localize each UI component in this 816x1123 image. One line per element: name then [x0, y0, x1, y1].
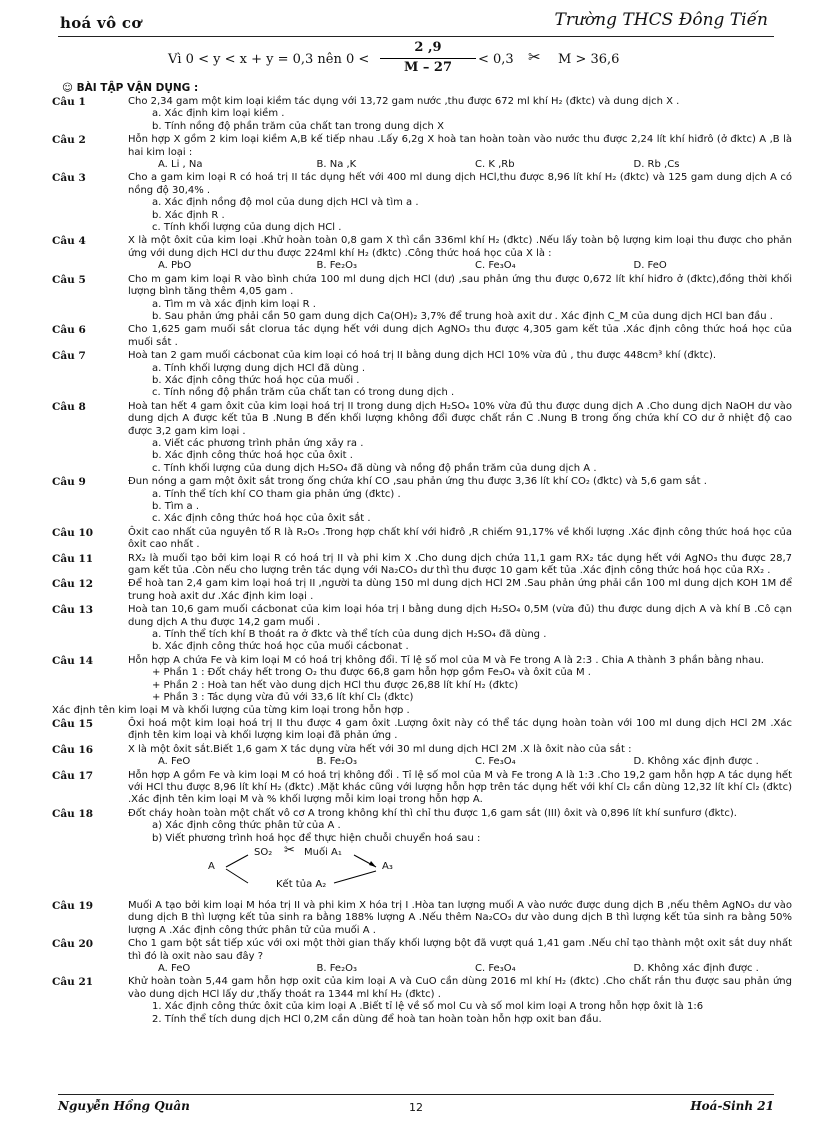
sub-question: + Phần 2 : Hoà tan hết vào dung dịch HCl thu được 26,88 lít khí H₂ (đktc): [152, 679, 519, 691]
question-label: Câu 14: [52, 654, 94, 667]
formula-prefix: Vì 0 < y < x + y = 0,3 nên 0 <: [168, 52, 370, 67]
question-text: Ôxit cao nhất của nguyên tố R là R₂O₅ .Trong hợp chất khí với hiđrô ,R chiếm 91,17% về khối lượng .Xác định công thức hoá học của ôxit cao nhất .: [128, 526, 792, 551]
question-item: [52, 553, 792, 578]
question-item: [52, 770, 792, 807]
question-label: Câu 2: [52, 134, 86, 147]
answer-options: [128, 260, 792, 272]
answer-option: D. Rb ,Cs: [633, 159, 680, 171]
question-item: [52, 476, 792, 526]
question-label: Câu 8: [52, 400, 86, 413]
scheme-salt: Muối A₁: [304, 846, 342, 858]
fraction-numerator: 2 ,9: [414, 40, 442, 55]
sub-question: a. Xác định nồng độ mol của dung dịch HCl và tìm a .: [152, 197, 419, 209]
sub-question: a. Viết các phương trình phản ứng xảy ra .: [152, 437, 364, 449]
question-label: Câu 3: [52, 172, 86, 185]
question-text: Muối A tạo bởi kim loại M hóa trị II và phi kim X hóa trị I .Hòa tan lượng muối A vào nước được dung dịch B ,nếu thêm AgNO₃ dư vào dung dịch B thì lượng kết tủa sinh ra bằng 188% lượng A .Nếu thêm Na₂CO₃ dư vào dung dịch B thì lượng kết tủa sinh ra bằng 50% lượng A .Xác định công thức phân tử của muối A .: [128, 899, 792, 936]
question-label: Câu 9: [52, 476, 86, 489]
question-text: Cho a gam kim loại R có hoá trị II tác dụng hết với 400 ml dung dịch HCl,thu được 8,96 lít khí H₂ (đktc) và 125 gam dung dịch A có nồng độ 30,4% .: [128, 172, 792, 196]
question-text: Đốt cháy hoàn toàn một chất vô cơ A trong không khí thì chỉ thu được 1,6 gam sắt (III) ôxit và 0,896 lít khí sunfurơ (đktc).: [128, 807, 737, 819]
question-text: Hỗn hợp A gồm Fe và kim loại M có hoá trị không đổi . Tỉ lệ số mol của M và Fe trong A là 1:3 .Cho 19,2 gam hỗn hợp A tác dụng hết với HCl thu được 8,96 lít khí H₂ (đktc) .Mặt khác cũng với lượng hỗn hợp trên tác dụng hết với khí Cl₂ cần dùng 12,32 lít khí Cl₂ (đktc) .Xác định tên kim loại M và % khối lượng mỗi kim loại trong hỗn hợp A.: [128, 769, 792, 806]
sub-question: a. Tìm m và xác định kim loại R .: [152, 298, 316, 310]
answer-option: C. Fe₃O₄: [475, 260, 516, 272]
sub-question: b. Sau phản ứng phải cần 50 gam dung dịch Ca(OH)₂ 3,7% để trung hoà axit dư . Xác định C_M của dung dịch HCl ban đầu .: [152, 310, 773, 322]
answer-option: A. FeO: [158, 963, 191, 974]
answer-option: C. K ,Rb: [475, 159, 515, 171]
question-text: Cho 2,34 gam một kim loại kiềm tác dụng với 13,72 gam nước ,thu được 672 ml khí H₂ (đktc) và dung dịch X .: [128, 96, 680, 107]
answer-option: D. Không xác định được .: [633, 963, 759, 974]
answer-option: B. Na ,K: [316, 159, 357, 171]
scheme-so2: SO₂: [254, 846, 273, 858]
scheme-a3: A₃: [382, 860, 393, 872]
question-label: Câu 16: [52, 743, 94, 756]
question-text: Cho 1,625 gam muối sắt clorua tác dụng hết với dung dịch AgNO₃ thu được 4,305 gam kết tủa .Xác định công thức hoá học của muối sắt .: [128, 324, 792, 348]
question-label: Câu 6: [52, 324, 86, 337]
sub-question: b) Viết phương trình hoá học để thực hiện chuỗi chuyển hoá sau :: [152, 832, 481, 844]
question-item: [52, 744, 792, 769]
section-title: [62, 82, 198, 94]
question-label: Câu 5: [52, 273, 86, 286]
sub-question: c. Tính nồng độ phần trăm của chất tan có trong dung dịch .: [152, 387, 455, 399]
question-item: [52, 401, 792, 475]
footer-author: Nguyễn Hồng Quân: [58, 1099, 190, 1113]
answer-option: A. PbO: [158, 260, 192, 272]
question-text: Hoà tan 2 gam muối cácbonat của kim loại có hoá trị II bằng dung dịch HCl 10% vừa đủ , thu được 448cm³ khí (đktc).: [128, 350, 717, 362]
answer-options: [128, 963, 792, 975]
question-item: [52, 976, 792, 1026]
question-item: [52, 655, 792, 717]
question-label: Câu 4: [52, 235, 86, 248]
answer-option: A. Li , Na: [158, 159, 203, 171]
sub-question: + Phần 1 : Đốt cháy hết trong O₂ thu được 66,8 gam hỗn hợp gồm Fe₃O₄ và ôxit của M .: [152, 667, 591, 679]
answer-option: C. Fe₃O₄: [475, 963, 516, 974]
question-note: Xác định tên kim loại M và khối lượng của từng kim loại trong hỗn hợp .: [52, 704, 410, 716]
answer-options: [128, 159, 792, 171]
question-item: [52, 324, 792, 349]
page-footer: [58, 1094, 774, 1115]
question-label: Câu 1: [52, 96, 86, 108]
question-item: [52, 350, 792, 400]
sub-question: b. Xác định công thức hoá học của muối cácbonat .: [152, 641, 409, 653]
question-text: X là một ôxit sắt.Biết 1,6 gam X tác dụng vừa hết với 30 ml dung dịch HCl 2M .X là ôxit nào của sắt :: [128, 743, 632, 755]
sub-question: a. Tính thể tích khí B thoát ra ở đktc và thể tích của dung dịch H₂SO₄ đã dùng .: [152, 629, 547, 641]
question-text: Để hoà tan 2,4 gam kim loại hoá trị II ,người ta dùng 150 ml dung dịch HCl 2M .Sau phản ứng phải cần 100 ml dung dịch KOH 1M để trung hoà axit dư .Xác định kim loại .: [128, 578, 792, 602]
question-text: Cho m gam kim loại R vào bình chứa 100 ml dung dịch HCl (dư) ,sau phản ứng thu được 0,672 lít khí hiđro ở (đktc),đồng thời khối lượng bình tăng thêm 4,05 gam .: [128, 273, 792, 298]
answer-option: C. Fe₃O₄: [475, 756, 516, 768]
sub-question: b. Tìm a .: [152, 501, 199, 512]
scheme-precipitate: Kết tủa A₂: [276, 878, 327, 890]
header-subject: hoá vô cơ: [60, 14, 142, 32]
answer-option: B. Fe₂O₃: [316, 756, 357, 768]
question-label: Câu 18: [52, 807, 94, 820]
question-item: [52, 604, 792, 654]
question-text: Hỗn hợp X gồm 2 kim loại kiềm A,B kế tiếp nhau .Lấy 6,2g X hoà tan hoàn toàn vào nước thu được 2,24 lít khí hiđrô (ở đktc) A ,B là hai kim loại :: [128, 134, 792, 158]
question-item: [52, 172, 792, 234]
question-text: RX₂ là muối tạo bởi kim loại R có hoá trị II và phi kim X .Cho dung dịch chứa 11,1 gam RX₂ tác dụng hết với AgNO₃ thu được 28,7 gam kết tủa .Còn nếu cho lượng trên tác dụng với Na₂CO₃ dư thì thu được 10 gam kết tủa .Xác định công thức hoá học của RX₂ .: [128, 552, 792, 577]
sub-question: b. Xác định R .: [152, 209, 225, 221]
answer-option: D. FeO: [633, 260, 667, 272]
question-item: [52, 578, 792, 603]
question-label: Câu 15: [52, 717, 94, 730]
question-label: Câu 17: [52, 769, 94, 782]
page-header: [58, 10, 774, 37]
question-text: Khử hoàn toàn 5,44 gam hỗn hợp oxit của kim loại A và CuO cần dùng 2016 ml khí H₂ (đktc) .Cho chất rắn thu được sau phản ứng vào dung dịch HCl lấy dư ,thấy thoát ra 1344 ml khí H₂ (đktc) .: [128, 976, 792, 1000]
question-label: Câu 11: [52, 552, 94, 565]
sub-question: + Phần 3 : Tác dụng vừa đủ với 33,6 lít khí Cl₂ (đktc): [152, 692, 414, 704]
header-school: Trường THCS Đông Tiến: [554, 10, 768, 30]
question-item: [52, 808, 792, 899]
star-bullet-icon: ☺: [62, 82, 77, 94]
question-item: [52, 900, 792, 937]
sub-question: b. Xác định công thức hoá học của muối .: [152, 374, 360, 386]
fraction-bar: [380, 58, 476, 59]
question-item: [52, 235, 792, 272]
question-item: [52, 96, 792, 133]
sub-question: b. Tính nồng độ phần trăm của chất tan trong dung dịch X: [152, 120, 444, 132]
question-list: [52, 96, 792, 1027]
question-label: Câu 20: [52, 938, 94, 951]
sub-question: b. Xác định công thức hoá học của ôxit .: [152, 450, 353, 462]
question-text: Đun nóng a gam một ôxit sắt trong ống chứa khí CO ,sau phản ứng thu được 3,36 lít khí CO₂ (đktc) và 5,6 gam sắt .: [128, 476, 707, 488]
question-item: [52, 274, 792, 324]
sub-question: a. Xác định kim loại kiềm .: [152, 108, 285, 120]
sub-question: a. Tính khối lượng dung dịch HCl đã dùng .: [152, 362, 366, 374]
scissors-icon: ✂: [528, 48, 541, 66]
section-title-text: BÀI TẬP VẬN DỤNG :: [76, 82, 199, 94]
conversion-scheme: [204, 842, 792, 899]
scheme-a: A: [208, 860, 215, 872]
question-text: Hỗn hợp A chứa Fe và kim loại M có hoá trị không đổi. Tỉ lệ số mol của M và Fe trong A là 2:3 . Chia A thành 3 phần bằng nhau.: [128, 654, 764, 666]
answer-option: A. FeO: [158, 756, 191, 768]
sub-question: 1. Xác định công thức ôxit của kim loại A .Biết tỉ lệ về số mol Cu và số mol kim loại A trong hỗn hợp ôxit là 1:6: [152, 1001, 704, 1013]
question-label: Câu 12: [52, 578, 94, 591]
question-item: [52, 527, 792, 552]
question-item: [52, 938, 792, 975]
question-label: Câu 7: [52, 350, 86, 363]
question-text: Ôxi hoá một kim loại hoá trị II thu được 4 gam ôxit .Lượng ôxit này có thể tác dụng hoàn toàn với 100 ml dung dịch HCl 2M .Xác định tên kim loại và khối lượng kim loại đã phản ứng .: [128, 717, 792, 742]
answer-option: D. Không xác định được .: [633, 756, 759, 768]
answer-option: B. Fe₂O₃: [316, 963, 357, 974]
sub-question: a) Xác định công thức phân tử của A .: [152, 820, 341, 832]
question-item: [52, 134, 792, 171]
question-label: Câu 13: [52, 604, 94, 617]
page-number: 12: [409, 1101, 423, 1114]
question-text: Hoà tan 10,6 gam muối cácbonat của kim loại hóa trị I bằng dung dịch H₂SO₄ 0,5M (vừa đủ) thu được dung dịch A và khí B .Cô cạn dung dịch A thu được 14,2 gam muối .: [128, 604, 792, 628]
question-label: Câu 10: [52, 526, 94, 539]
scissors-icon: ✂: [284, 842, 295, 858]
formula-result: M > 36,6: [558, 52, 620, 67]
question-text: X là một ôxit của kim loại .Khử hoàn toàn 0,8 gam X thì cần 336ml khí H₂ (đktc) .Nếu lấy toàn bộ lượng kim loại thu được cho phản ứng với dung dịch HCl dư thu được 224ml khí H₂ (đktc) .Công thức hoá học của X là :: [128, 235, 792, 259]
formula-upper-bound: < 0,3: [478, 52, 514, 67]
fraction-denominator: M – 27: [403, 60, 453, 75]
question-item: [52, 718, 792, 743]
sub-question: a. Tính thể tích khí CO tham gia phản ứng (đktc) .: [152, 488, 401, 500]
formula-line: [0, 40, 816, 78]
question-text: Cho 1 gam bột sắt tiếp xúc với oxi một thời gian thấy khối lượng bột đã vượt quá 1,41 gam .Nếu chỉ tạo thành một oxit sắt duy nhất thì đó là oxit nào sau đây ?: [128, 938, 792, 962]
answer-options: [128, 756, 792, 768]
formula-fraction: [380, 40, 476, 76]
question-text: Hoà tan hết 4 gam ôxit của kim loại hoá trị II trong dung dịch H₂SO₄ 10% vừa đủ thu được dung dịch A .Cho dung dịch NaOH dư vào dung dịch A được kết tủa B .Nung B đến khối lượng không đổi được chất rắn C .Nung B trong ống chứa khí CO dư ở nhiệt độ cao được 3,2 gam kim loại .: [128, 400, 792, 437]
answer-option: B. Fe₂O₃: [316, 260, 357, 272]
question-label: Câu 21: [52, 976, 94, 989]
question-label: Câu 19: [52, 899, 94, 912]
sub-question: c. Tính khối lượng của dung dịch H₂SO₄ đã dùng và nồng độ phần trăm của dung dịch A .: [152, 462, 597, 474]
sub-question: c. Xác định công thức hoá học của ôxit sắt .: [152, 513, 371, 525]
sub-question: 2. Tính thể tích dung dịch HCl 0,2M cần dùng để hoà tan hoàn toàn hỗn hợp oxit ban đầu.: [152, 1013, 602, 1025]
sub-question: c. Tính khối lượng của dung dịch HCl .: [152, 222, 342, 234]
footer-class: Hoá-Sinh 21: [690, 1099, 774, 1113]
